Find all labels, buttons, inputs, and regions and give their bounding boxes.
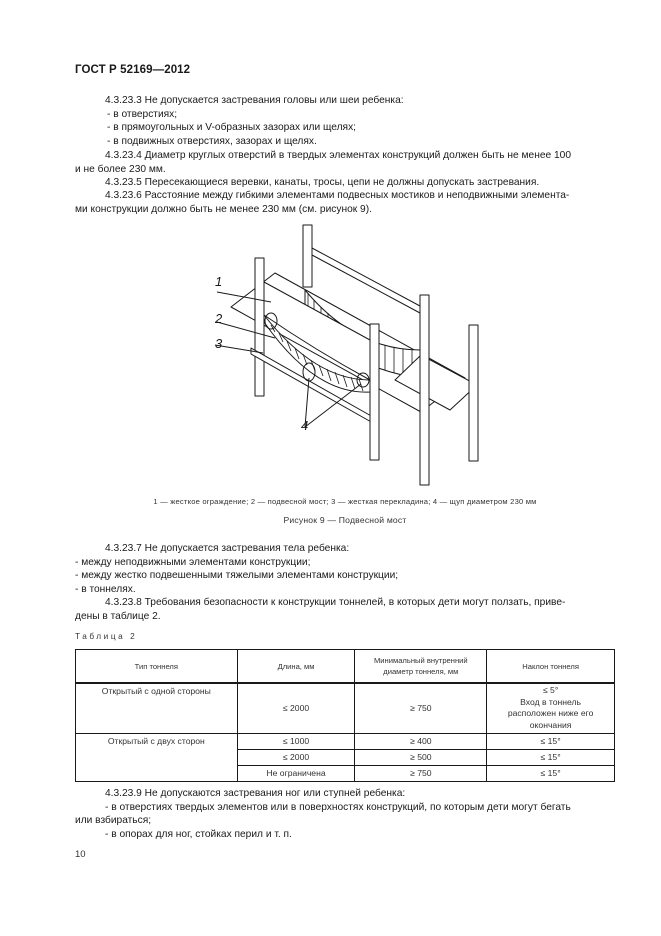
cell-type: Открытый с одной стороны xyxy=(76,683,238,733)
figure-label-4: 4 xyxy=(301,418,309,433)
column-header-type: Тип тоннеля xyxy=(76,650,238,684)
list-item-continuation: или взбираться; xyxy=(75,815,152,827)
paragraph-line: дены в таблице 2. xyxy=(75,610,161,622)
table-header-row xyxy=(76,650,615,684)
paragraph-line: 4.3.23.6 Расстояние между гибкими элементами подвесных мостиков и неподвижными элемента- xyxy=(105,190,570,201)
cell-diameter: ≥ 500 xyxy=(355,749,487,765)
table-row xyxy=(76,683,615,733)
section-4-3-23-9 xyxy=(75,787,615,841)
paragraph-line: 4.3.23.4 Диаметр круглых отверстий в твердых элементах конструкций должен быть не менее 100 xyxy=(105,150,571,161)
figure-label-2: 2 xyxy=(215,311,223,326)
section-intro: 4.3.23.7 Не допускается застревания тела ребенка: xyxy=(105,543,350,554)
cell-type: Открытый с двух сторон xyxy=(76,733,238,781)
slope-line: Вход в тоннель xyxy=(520,696,582,707)
cell-slope: ≤ 15° xyxy=(487,749,615,765)
cell-diameter: ≥ 750 xyxy=(355,765,487,781)
figure-legend: 1 — жесткое ограждение; 2 — подвесной мост; 3 — жесткая перекладина; 4 — щуп диаметром 230 мм xyxy=(153,497,537,506)
paragraph-line: 4.3.23.8 Требования безопасности к конструкции тоннелей, в которых дети могут ползать, приве- xyxy=(105,597,566,608)
list-item: - в прямоугольных и V-образных зазорах или щелях; xyxy=(107,122,356,134)
section-4-3-23-8 xyxy=(75,596,615,623)
cell-length: ≤ 2000 xyxy=(237,749,355,765)
section-4-3-23-4 xyxy=(75,149,615,176)
list-item: - в подвижных отверстиях, зазорах и щелях. xyxy=(107,135,317,147)
table-label: Таблица 2 xyxy=(75,632,138,641)
slope-line: расположен ниже его xyxy=(507,708,594,719)
section-4-3-23-7 xyxy=(75,542,615,596)
cell-length: ≤ 2000 xyxy=(237,683,355,733)
column-header-length: Длина, мм xyxy=(237,650,355,684)
paragraph-line: 4.3.23.5 Пересекающиеся веревки, канаты, тросы, цепи не должны допускать застревания. xyxy=(105,177,540,188)
table-row xyxy=(76,733,615,749)
column-header-diameter: Минимальный внутренний диаметр тоннеля, мм xyxy=(355,650,487,684)
section-4-3-23-3 xyxy=(75,94,615,148)
document-header: ГОСТ Р 52169—2012 xyxy=(75,64,191,76)
suspension-bridge-figure xyxy=(205,220,505,500)
list-item: - в отверстиях; xyxy=(107,108,178,120)
cell-diameter: ≥ 400 xyxy=(355,733,487,749)
cell-slope xyxy=(487,683,615,733)
figure-title: Рисунок 9 — Подвесной мост xyxy=(283,515,407,525)
column-header-slope: Наклон тоннеля xyxy=(487,650,615,684)
section-4-3-23-5 xyxy=(75,176,615,190)
cell-diameter: ≥ 750 xyxy=(355,683,487,733)
list-item: - между жестко подвешенными тяжелыми элементами конструкции; xyxy=(75,570,399,582)
slope-line: окончания xyxy=(529,719,572,730)
list-item: - между неподвижными элементами конструкции; xyxy=(75,556,311,568)
slope-line: ≤ 5° xyxy=(542,685,559,696)
paragraph-line: и не более 230 мм. xyxy=(75,163,166,175)
figure-label-1: 1 xyxy=(215,274,223,289)
section-intro: 4.3.23.9 Не допускаются застревания ног или ступней ребенка: xyxy=(105,788,406,799)
list-item: - в тоннелях. xyxy=(75,583,136,595)
list-item: - в опорах для ног, стойках перил и т. п. xyxy=(105,828,292,840)
cell-slope: ≤ 15° xyxy=(487,765,615,781)
section-intro: 4.3.23.3 Не допускается застревания головы или шеи ребенка: xyxy=(105,95,404,106)
cell-length: ≤ 1000 xyxy=(237,733,355,749)
tunnel-requirements-table xyxy=(75,649,615,782)
page-number: 10 xyxy=(75,849,86,860)
cell-slope: ≤ 15° xyxy=(487,733,615,749)
paragraph-line: ми конструкции должно быть не менее 230 мм (см. рисунок 9). xyxy=(75,203,372,215)
section-4-3-23-6 xyxy=(75,189,615,216)
list-item: - в отверстиях твердых элементов или в поверхностях конструкций, по которым дети могут бегать xyxy=(105,801,571,813)
figure-label-3: 3 xyxy=(215,336,223,351)
cell-length: Не ограничена xyxy=(237,765,355,781)
